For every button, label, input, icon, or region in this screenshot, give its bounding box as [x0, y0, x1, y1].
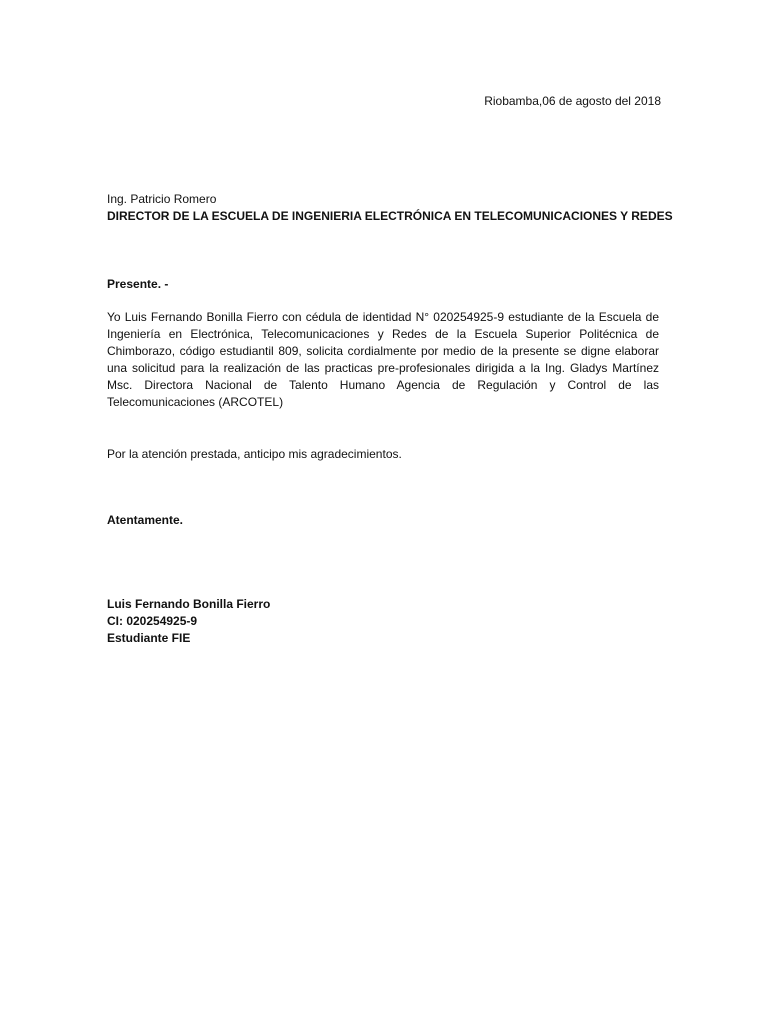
salutation: Presente. -	[107, 277, 169, 291]
recipient-block	[107, 191, 673, 225]
signature-id: CI: 020254925-9	[107, 614, 198, 628]
signature-role: Estudiante FIE	[107, 631, 191, 645]
signature-name: Luis Fernando Bonilla Fierro	[107, 597, 271, 611]
thanks-line: Por la atención prestada, anticipo mis agradecimientos.	[107, 447, 402, 461]
recipient-title: DIRECTOR DE LA ESCUELA DE INGENIERIA ELECTRÓNICA EN TELECOMUNICACIONES Y REDES	[107, 209, 673, 223]
closing: Atentamente.	[107, 513, 184, 527]
signature-block	[107, 596, 659, 647]
recipient-name: Ing. Patricio Romero	[107, 192, 217, 206]
letter-body: Yo Luis Fernando Bonilla Fierro con cédula de identidad N° 020254925-9 estudiante de la Escuela de Ingeniería en Electrónica, Telecomunicaciones y Redes de la Escuela Superior Politécnica de Chimborazo, código estudiantil 809, solicita cordialmente por medio de la presente se digne elaborar una solicitud para la realización de las practicas pre-profesionales dirigida a la Ing. Gladys Martínez Msc. Directora Nacional de Talento Humano Agencia de Regulación y Control de las Telecomunicaciones (ARCOTEL)	[107, 310, 659, 409]
letter-date: Riobamba,06 de agosto del 2018	[484, 94, 661, 108]
